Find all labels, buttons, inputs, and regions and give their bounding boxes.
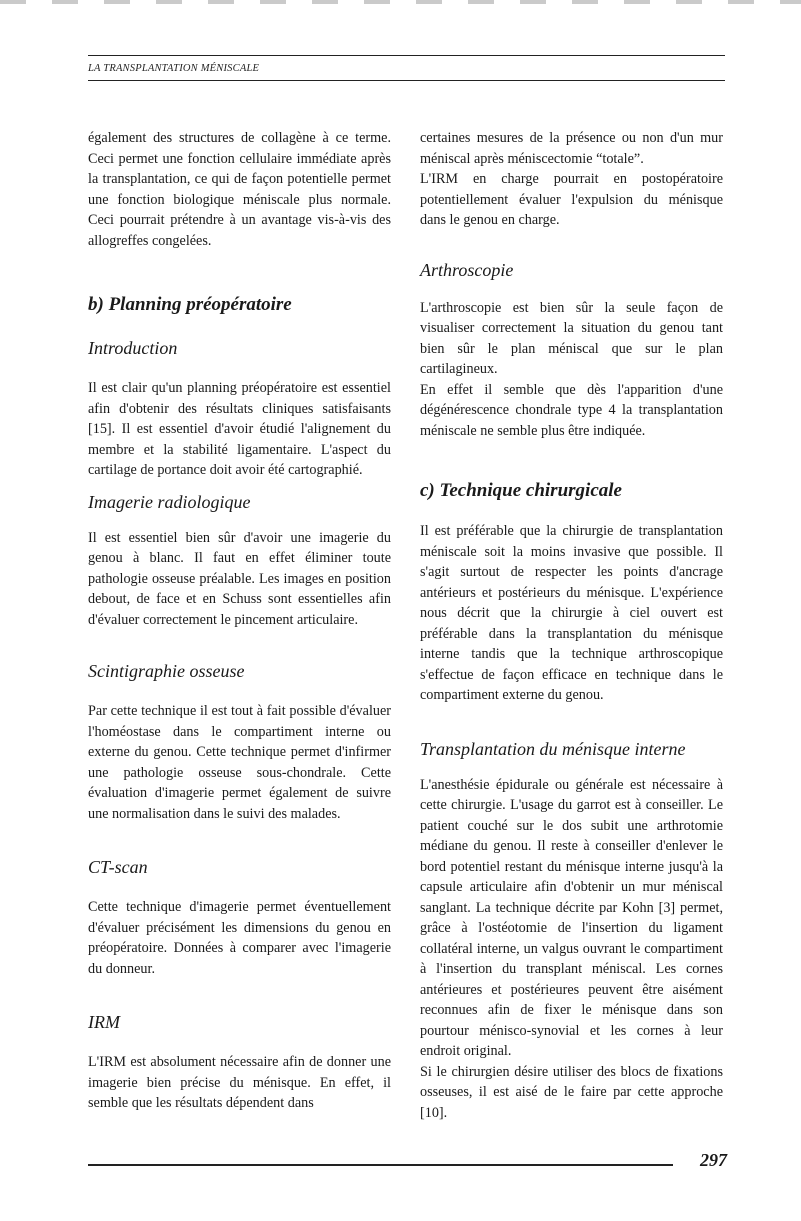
right-column — [420, 120, 723, 1123]
imagerie-text: Il est essentiel bien sûr d'avoir une imagerie du genou à blanc. Il faut en effet éliminer toute pathologie osseuse préalable. Les images en position debout, de face et en Schuss sont essentielles afin d'évaluer correctement le pincement articulaire. — [88, 529, 391, 628]
ctscan-heading: CT-scan — [88, 857, 148, 877]
running-head: LA TRANSPLANTATION MÉNISCALE — [88, 63, 260, 74]
section-c-title: c) Technique chirurgicale — [420, 480, 622, 501]
footer-rule — [88, 1164, 673, 1166]
scan-edge-marks — [0, 0, 801, 4]
transplantation-paragraph-1: L'anesthésie épidurale ou générale est nécessaire à cette chirurgie. L'usage du garrot est à conseiller. Le patient couché sur le dos subit une arthrotomie médiane du genou. Il reste à conseiller d'enlever le bord potentiel restant du ménisque interne jusqu'à la capsule articulaire afin d'obtenir un mur méniscal sanglant. La technique décrite par Kohn [3] permet, grâce à l'ostéotomie de l'insertion du ligament collatéral interne, un valgus ouvrant le compartiment à l'insertion du transplant méniscal. Les cornes antérieures et postérieures peuvent être aisément reconnues afin de fixer le ménisque dans son pourtour ménisco-synovial et les cornes à leur endroit original. — [420, 776, 723, 1059]
introduction-heading: Introduction — [88, 338, 178, 358]
intro-paragraph: également des structures de collagène à ce terme. Ceci permet une fonction cellulaire immédiate après la transplantation, ce qui de façon potentielle permet une fonction biologique méniscale plus normale. Ceci pourrait prétendre à un avantage vis-à-vis des allogreffes congelées. — [88, 130, 391, 249]
introduction-text: Il est clair qu'un planning préopératoire est essentiel afin d'obtenir des résultats cliniques satisfaisants [15]. Il est essentiel d'avoir étudié l'alignement du membre et la stabilité ligamentaire. L'aspect du cartilage de portance doit avoir été cartographié. — [88, 380, 391, 478]
section-b-title: b) Planning préopératoire — [88, 294, 292, 315]
arthroscopie-paragraph-2: En effet il semble que dès l'apparition d'une dégénérescence chondrale type 4 la transplantation méniscale ne semble plus être indiquée. — [420, 381, 723, 439]
irm-text: L'IRM est absolument nécessaire afin de donner une imagerie bien précise du ménisque. En effet, il semble que les résultats dépendent dans — [88, 1054, 391, 1111]
continued-paragraph: certaines mesures de la présence ou non d'un mur méniscal après méniscectomie “totale”. — [420, 130, 723, 167]
irm-heading: IRM — [88, 1012, 120, 1032]
scintigraphie-heading: Scintigraphie osseuse — [88, 661, 245, 681]
header-rule-top — [88, 55, 725, 56]
scintigraphie-text: Par cette technique il est tout à fait possible d'évaluer l'homéostase dans le compartiment interne ou externe du genou. Cette technique permet d'infirmer une pathologie osseuse sous-chondrale. Cette évaluation d'imagerie permet également de suivre une normalisation dans le suivi des malades. — [88, 703, 391, 822]
transplantation-paragraph-2: Si le chirurgien désire utiliser des blocs de fixations osseuses, il est aisé de le faire par cette approche [10]. — [420, 1063, 723, 1121]
technique-text: Il est préférable que la chirurgie de transplantation méniscale soit la moins invasive que possible. Il s'agit surtout de respecter les points d'ancrage antérieurs et postérieurs du ménisque. L'expérience nous décrit que la chirurgie à ciel ouvert est préférable dans la transplantation du ménisque interne tandis que la technique arthroscopique s'effectue de façon efficace en technique dans le compartiment externe du genou. — [420, 523, 723, 703]
ctscan-text: Cette technique d'imagerie permet éventuellement d'évaluer précisément les dimensions du genou en préopératoire. Données à comparer avec l'imagerie du donneur. — [88, 899, 391, 977]
arthroscopie-paragraph-1: L'arthroscopie est bien sûr la seule façon de visualiser correctement la situation du genou tant bien sûr le plan méniscal que sur le plan cartilagineux. — [420, 299, 723, 377]
transplantation-heading: Transplantation du ménisque interne — [420, 738, 686, 759]
irm-charge-paragraph: L'IRM en charge pourrait en postopératoire potentiellement évaluer l'expulsion du ménisque dans le genou en charge. — [420, 171, 723, 228]
header-rule-bottom — [88, 80, 725, 81]
page-number: 297 — [700, 1150, 727, 1170]
left-column — [88, 120, 391, 1114]
arthroscopie-heading: Arthroscopie — [420, 259, 514, 280]
imagerie-heading: Imagerie radiologique — [88, 491, 251, 512]
